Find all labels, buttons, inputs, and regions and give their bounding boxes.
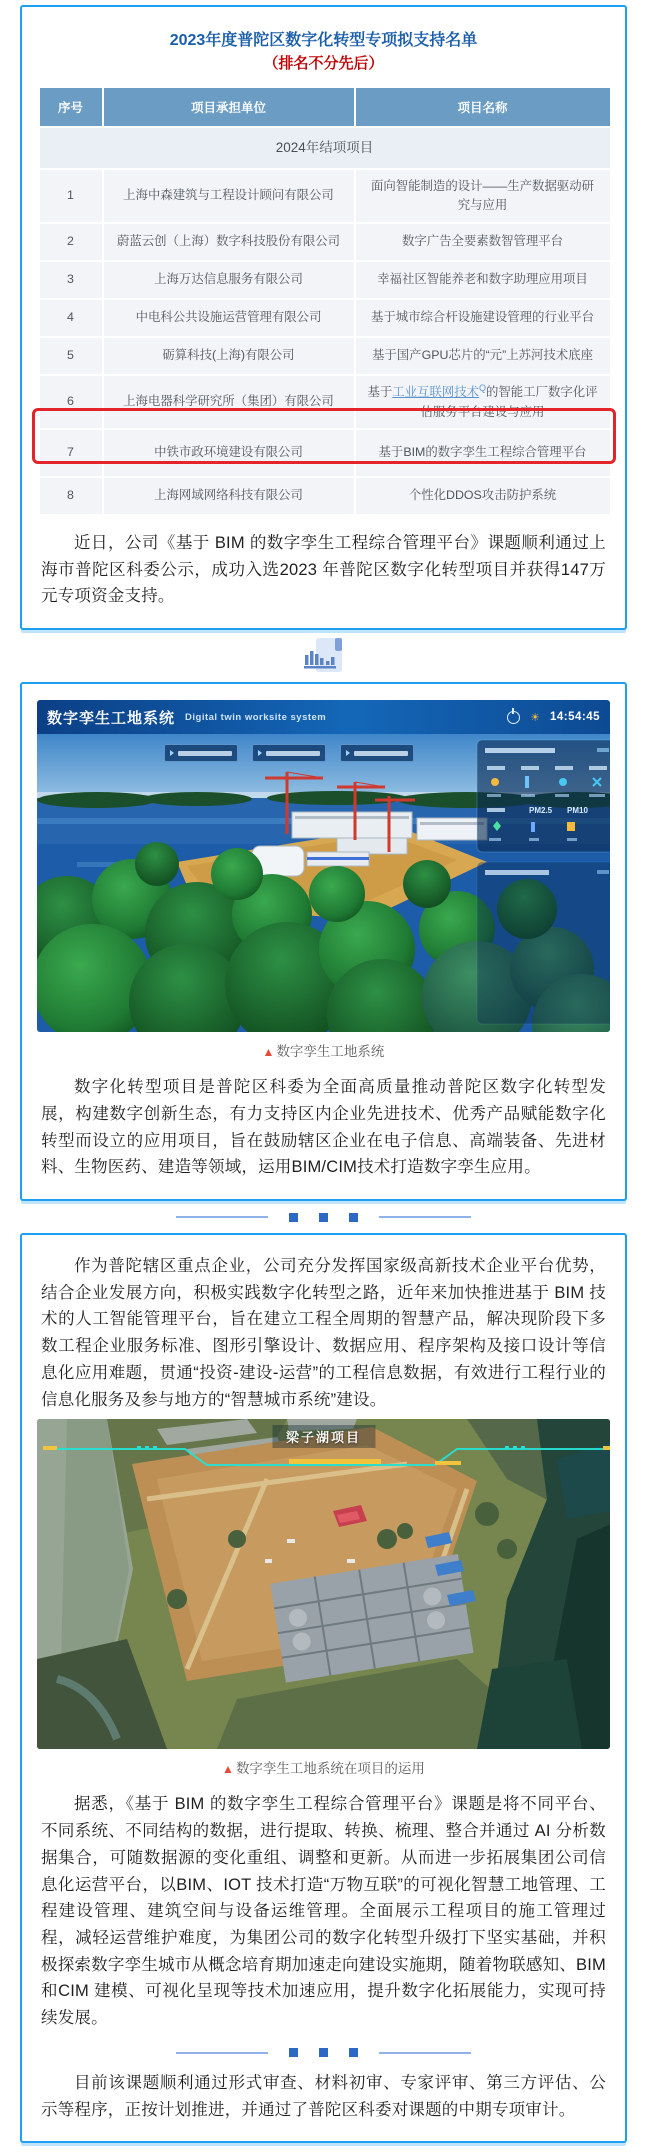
support-table-wrap xyxy=(38,86,610,516)
clock-time: 14:54:45 xyxy=(549,711,600,724)
caption-aerial xyxy=(35,1757,612,1777)
document-chart-icon xyxy=(299,635,349,677)
twin-nav-button[interactable] xyxy=(252,744,326,762)
paragraph-project-intro: 数字化转型项目是普陀区科委为全面高质量推动普陀区数字化转型发展，构建数字创新生态，有力支持区内企业先进技术、优秀产品赋能数字化转型而设立的应用项目，旨在鼓励辖区企业在电子信息、高端装备、先进材料、生物医药、建造等领域，运用BIM/CIM技术打造数字孪生应用。 xyxy=(41,1078,606,1177)
section-gap xyxy=(0,630,647,682)
table-row xyxy=(40,478,610,514)
row-project: 基于国产GPU芯片的“元”上苏河技术底座 xyxy=(356,338,610,374)
divider-gap xyxy=(35,2036,612,2070)
row-project: 幸福社区智能养老和数字助理应用项目 xyxy=(356,262,610,298)
divider-gap xyxy=(0,1201,647,1233)
squares-divider xyxy=(176,2048,471,2057)
project-text: 的智能工厂数字化评估服务平台建设与应用 xyxy=(420,385,598,419)
row-no: 1 xyxy=(40,170,102,222)
table-row xyxy=(40,300,610,336)
row-no: 6 xyxy=(40,376,102,428)
twin-system-subtitle: Digital twin worksite system xyxy=(185,711,327,723)
col-header-no: 序号 xyxy=(40,88,102,126)
row-project: 个性化DDOS攻击防护系统 xyxy=(356,478,610,514)
table-header-row xyxy=(40,88,610,126)
row-project: 数字广告全要素数智管理平台 xyxy=(356,224,610,260)
aerial-screenshot xyxy=(37,1419,610,1749)
project-text: 基于 xyxy=(367,385,393,400)
article-page xyxy=(0,5,647,2153)
caption-triangle-icon: ▲ xyxy=(262,1045,275,1060)
col-header-project: 项目名称 xyxy=(356,88,610,126)
table-row xyxy=(40,338,610,374)
application-card xyxy=(20,1233,627,2143)
twin-system-card xyxy=(20,682,627,1201)
row-project: 基于BIM的数字孪生工程综合管理平台 xyxy=(356,430,610,476)
squares-divider xyxy=(176,1213,471,1222)
section-label: 2024年结项项目 xyxy=(40,128,610,168)
table-subtitle: （排名不分先后） xyxy=(263,55,384,72)
row-project xyxy=(356,376,610,428)
caption-text: 数字孪生工地系统 xyxy=(276,1044,385,1060)
row-org: 蔚蓝云创（上海）数字科技股份有限公司 xyxy=(104,224,354,260)
row-org: 中铁市政环境建设有限公司 xyxy=(104,430,354,476)
paragraph-progress: 目前该课题顺利通过形式审查、材料初审、专家评审、第三方评估、公示等程序，正按计划推进，并通过了普陀区科委对课题的中期专项审计。 xyxy=(41,2073,606,2119)
twin-header-bar xyxy=(37,700,610,734)
row-org: 上海中森建筑与工程设计顾问有限公司 xyxy=(104,170,354,222)
link-superscript-icon: Q xyxy=(478,383,486,394)
twin-nav-button[interactable] xyxy=(164,744,238,762)
pm25-label: PM2.5 xyxy=(529,806,553,816)
aerial-project-label: 梁子湖项目 xyxy=(272,1425,375,1448)
row-project: 基于城市综合杆设施建设管理的行业平台 xyxy=(356,300,610,336)
twin-system-title: 数字孪生工地系统 xyxy=(47,709,176,727)
row-org: 上海网域网络科技有限公司 xyxy=(104,478,354,514)
table-row xyxy=(40,376,610,428)
row-no: 8 xyxy=(40,478,102,514)
row-org: 上海万达信息服务有限公司 xyxy=(104,262,354,298)
table-row xyxy=(40,262,610,298)
table-title: 2023年度普陀区数字化转型专项拟支持名单 xyxy=(169,32,478,49)
support-list-card xyxy=(20,5,627,630)
twin-3d-scene xyxy=(37,734,610,1032)
twin-nav-button[interactable] xyxy=(340,744,414,762)
table-section-row xyxy=(40,128,610,168)
paragraph-platform-detail: 据悉，《基于 BIM 的数字孪生工程综合管理平台》课题是将不同平台、不同系统、不同结构的数据，进行提取、转换、梳理、整合并通过 AI 分析数据集合，可随数据源的变化重组、调整和更新。从而进一步拓展集团公司信息化运营平台，以BIM、IOT 技术打造“万物互联”的可视化智慧工地管理、工程建设管理、建筑空间与设备运维管理。全面展示工程项目的施工管理过程，减轻运营维护难度，为集团公司的数字化转型升级打下坚实基础，并积极探索数字孪生城市从概念培育期加速走向建设实施期，随着物联感知、BIM 和CIM 建模、可视化呈现等技术加速应用，提升数字化拓展能力，实现可持续发展。 xyxy=(41,1795,606,2028)
caption-twin-system xyxy=(35,1040,612,1060)
row-no: 7 xyxy=(40,430,102,476)
caption-text: 数字孪生工地系统在项目的运用 xyxy=(235,1761,425,1777)
twin-nav-buttons xyxy=(37,744,575,762)
sun-weather-icon: ☀ xyxy=(530,711,540,724)
caption-triangle-icon: ▲ xyxy=(222,1762,234,1777)
paragraph-announcement: 近日，公司《基于 BIM 的数字孪生工程综合管理平台》课题顺利通过上海市普陀区科委公示，成功入选2023 年普陀区数字化转型项目并获得147万元专项资金支持。 xyxy=(41,534,606,606)
row-project: 面向智能制造的设计——生产数据驱动研究与应用 xyxy=(356,170,610,222)
pm10-label: PM10 xyxy=(567,806,588,816)
row-no: 2 xyxy=(40,224,102,260)
support-table xyxy=(38,86,612,516)
industrial-internet-link[interactable]: 工业互联网技术 xyxy=(392,385,479,400)
row-no: 3 xyxy=(40,262,102,298)
row-org: 上海电器科学研究所（集团）有限公司 xyxy=(104,376,354,428)
col-header-org: 项目承担单位 xyxy=(104,88,354,126)
table-row-highlighted xyxy=(40,430,610,476)
table-row xyxy=(40,224,610,260)
power-icon[interactable] xyxy=(507,711,520,724)
row-no: 4 xyxy=(40,300,102,336)
paragraph-company: 作为普陀辖区重点企业，公司充分发挥国家级高新技术企业平台优势，结合企业发展方向，积极实践数字化转型之路，近年来加快推进基于 BIM 技术的人工智能管理平台，旨在建立工程全周期的智慧产品，解决现阶段下多数工程企业服务标准、图形引擎设计、数据应用、程序架构及接口设计等信息化应用难题，贯通“投资-建设-运营”的工程信息数据，有效进行工程行业的信息化服务及参与地方的“智慧城市系统”建设。 xyxy=(41,1257,606,1409)
twin-system-screenshot xyxy=(37,700,610,1032)
row-org: 中电科公共设施运营管理有限公司 xyxy=(104,300,354,336)
row-no: 5 xyxy=(40,338,102,374)
table-row xyxy=(40,170,610,222)
row-org: 砺算科技(上海)有限公司 xyxy=(104,338,354,374)
